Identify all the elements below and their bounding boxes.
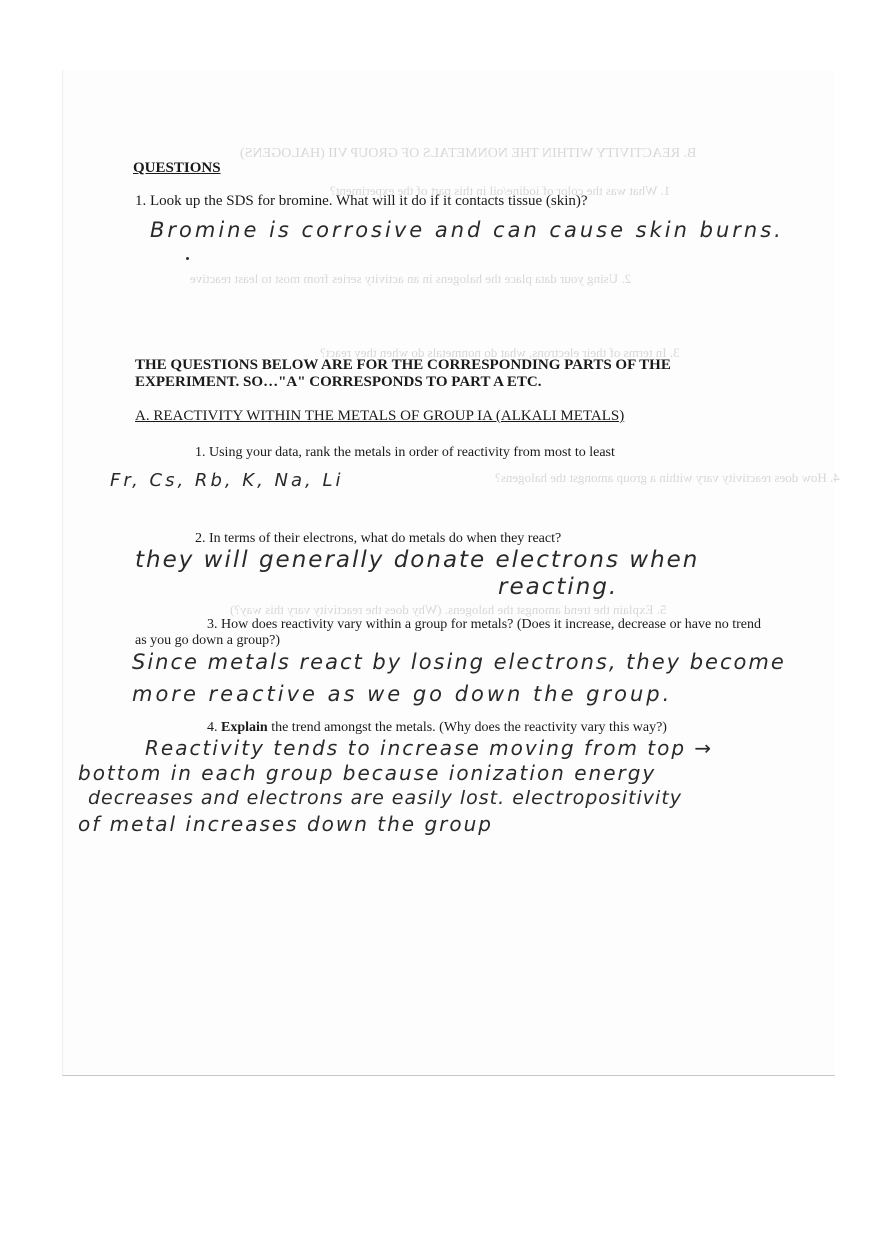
a1-prompt: 1. Using your data, rank the metals in order of reactivity from most to least — [195, 445, 615, 460]
a4-prompt-number: 4. — [207, 720, 221, 735]
a4-answer-line4: of metal increases down the group — [78, 812, 493, 836]
a3-prompt-line1: 3. How does reactivity vary within a group for metals? (Does it increase, decrease or have no trend — [207, 617, 761, 632]
a3-prompt-line2: as you go down a group?) — [135, 633, 281, 648]
a3-answer-line2: more reactive as we go down the group. — [132, 682, 673, 706]
a4-prompt-emphasis: Explain — [221, 720, 268, 735]
bleed-through-line: 1. What was the color of iodine/oil in this part of the experiment? — [330, 183, 671, 198]
q1-answer: Bromine is corrosive and can cause skin burns. — [150, 218, 784, 242]
bleed-through-heading: B. REACTIVITY WITHIN THE NONMETALS OF GROUP VII (HALOGENS) — [240, 146, 697, 161]
bleed-through-line: 5. Explain the trend amongst the halogens. (Why does the reactivity vary this way?) — [230, 602, 667, 617]
bleed-through-line: 4. How does reactivity vary within a group amongst the halogens? — [495, 470, 840, 485]
a4-prompt-rest: the trend amongst the metals. (Why does the reactivity vary this way?) — [267, 720, 667, 735]
a4-prompt — [207, 720, 667, 736]
a4-answer-line2: bottom in each group because ionization energy — [78, 761, 657, 785]
bleed-through-line: 3. In terms of their electrons, what do nonmetals do when they react? — [320, 345, 680, 360]
questions-heading: QUESTIONS — [133, 160, 221, 176]
bleed-through-line: 2. Using your data place the halogens in an activity series from most to least reactive — [190, 271, 632, 286]
a1-answer: Fr, Cs, Rb, K, Na, Li — [110, 470, 344, 491]
section-a-title: A. REACTIVITY WITHIN THE METALS OF GROUP IA (ALKALI METALS) — [135, 408, 625, 424]
a4-answer-line1: Reactivity tends to increase moving from top → — [145, 736, 714, 760]
a3-answer-line1: Since metals react by losing electrons, they become — [132, 650, 786, 674]
stray-mark — [186, 257, 189, 260]
a2-answer-line2: reacting. — [498, 574, 619, 600]
a2-prompt: 2. In terms of their electrons, what do metals do when they react? — [195, 531, 562, 546]
a2-answer-line1: they will generally donate electrons when — [135, 547, 700, 573]
a4-answer-line3: decreases and electrons are easily lost. electropositivity — [88, 787, 683, 809]
section-note-line1: THE QUESTIONS BELOW ARE FOR THE CORRESPONDING PARTS OF THE — [135, 357, 671, 373]
q1-prompt: 1. Look up the SDS for bromine. What will it do if it contacts tissue (skin)? — [135, 193, 588, 209]
section-note-line2: EXPERIMENT. SO…"A" CORRESPONDS TO PART A ETC. — [135, 374, 542, 390]
